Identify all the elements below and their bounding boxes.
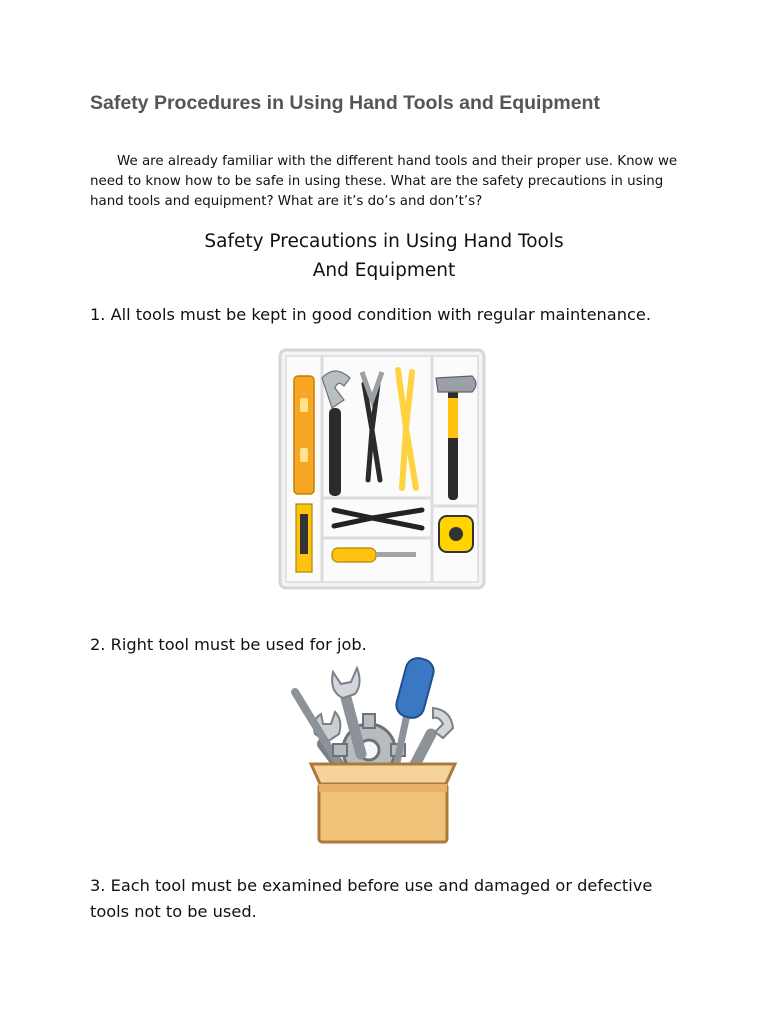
intro-paragraph: We are already familiar with the different hand tools and their proper use. Know we need to know how to be safe in using these. What are the safety precautions in using hand tools and equipment? What are it’s do’s and don’t’s? [90,154,678,209]
precaution-item-1: 1. All tools must be kept in good condition with regular maintenance. [90,305,651,324]
toolbox-icon [283,654,483,854]
precaution-item-3: 3. Each tool must be examined before use and damaged or defective tools not to be used. [90,876,653,921]
document-title: Safety Procedures in Using Hand Tools and Equipment [90,92,600,114]
section-heading-line-2: And Equipment [312,260,456,281]
section-heading-line-1: Safety Precautions in Using Hand Tools [204,231,564,252]
precaution-item-2: 2. Right tool must be used for job. [90,635,367,654]
tool-tray-icon [272,338,492,598]
